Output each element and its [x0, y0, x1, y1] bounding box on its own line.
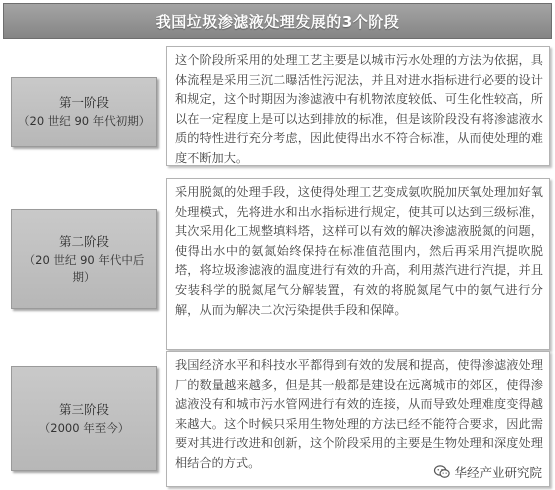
wechat-icon — [433, 463, 451, 481]
stage-period: （20 世纪 90 年代初期） — [18, 114, 151, 128]
stage-description-3: 我国经济水平和科技水平都得到有效的发展和提高，使得渗滤液处理厂的数量越来越多，但是其一般都是建设在远离城市的郊区，使得渗滤液没有和城市污水管网进行有效的连接，从而导致处理难度变得越来越大。这个时候只采用生物处理的方法已经不能符合要求，因此需要对其进行改进和创新，这个阶段采用的主要是生物处理和深度处理相结合的方式。 — [166, 351, 550, 487]
stage-period: （20 世纪 90 年代中后期） — [23, 252, 145, 284]
stage-name: 第三阶段 — [58, 401, 109, 417]
stage-label-1 — [11, 77, 157, 147]
page-title: 我国垃圾渗滤液处理发展的3个阶段 — [3, 3, 552, 39]
stage-name: 第二阶段 — [58, 233, 109, 249]
stage-label-3 — [11, 366, 157, 471]
stage-row-2 — [3, 173, 552, 351]
infographic-frame — [3, 3, 552, 487]
stage-row-1 — [3, 39, 552, 171]
watermark — [431, 463, 544, 481]
stage-name: 第一阶段 — [58, 95, 109, 110]
watermark-text: 华经产业研究院 — [454, 465, 542, 480]
stage-period: （2000 年至今） — [38, 420, 130, 435]
stage-description-2: 采用脱氮的处理手段，这使得处理工艺变成氨吹脱加厌氧处理加好氧处理模式，先将进水和出水指标进行规定，使其可以达到三级标准，其次采用化工规整填料塔，这样可以有效的解决渗滤液脱氮的问题，使得出水中的氨氮始终保持在标准值范围内，然后再采用汽提吹脱塔，将垃圾渗滤液的温度进行有效的升高，利用蒸汽进行汽提，并且安装科学的脱氮尾气分解装置，有效的将脱氮尾气中的氨气进行分解，从而为解决二次污染提供手段和保障。 — [166, 178, 550, 350]
stage-description-1: 这个阶段所采用的处理工艺主要是以城市污水处理的方法为依据，具体流程是采用三沉二曝活性污泥法，并且对进水指标进行必要的设计和规定，这个时期因为渗滤液中有机物浓度较低、可生化性较高，所以在一定程度上是可以达到排放的标准，但是该阶段没有将渗滤液水质的特性进行充分考虑，因此使得出水不符合标准，从而使处理的难度不断加大。 — [166, 46, 550, 166]
stage-label-2 — [11, 209, 157, 309]
